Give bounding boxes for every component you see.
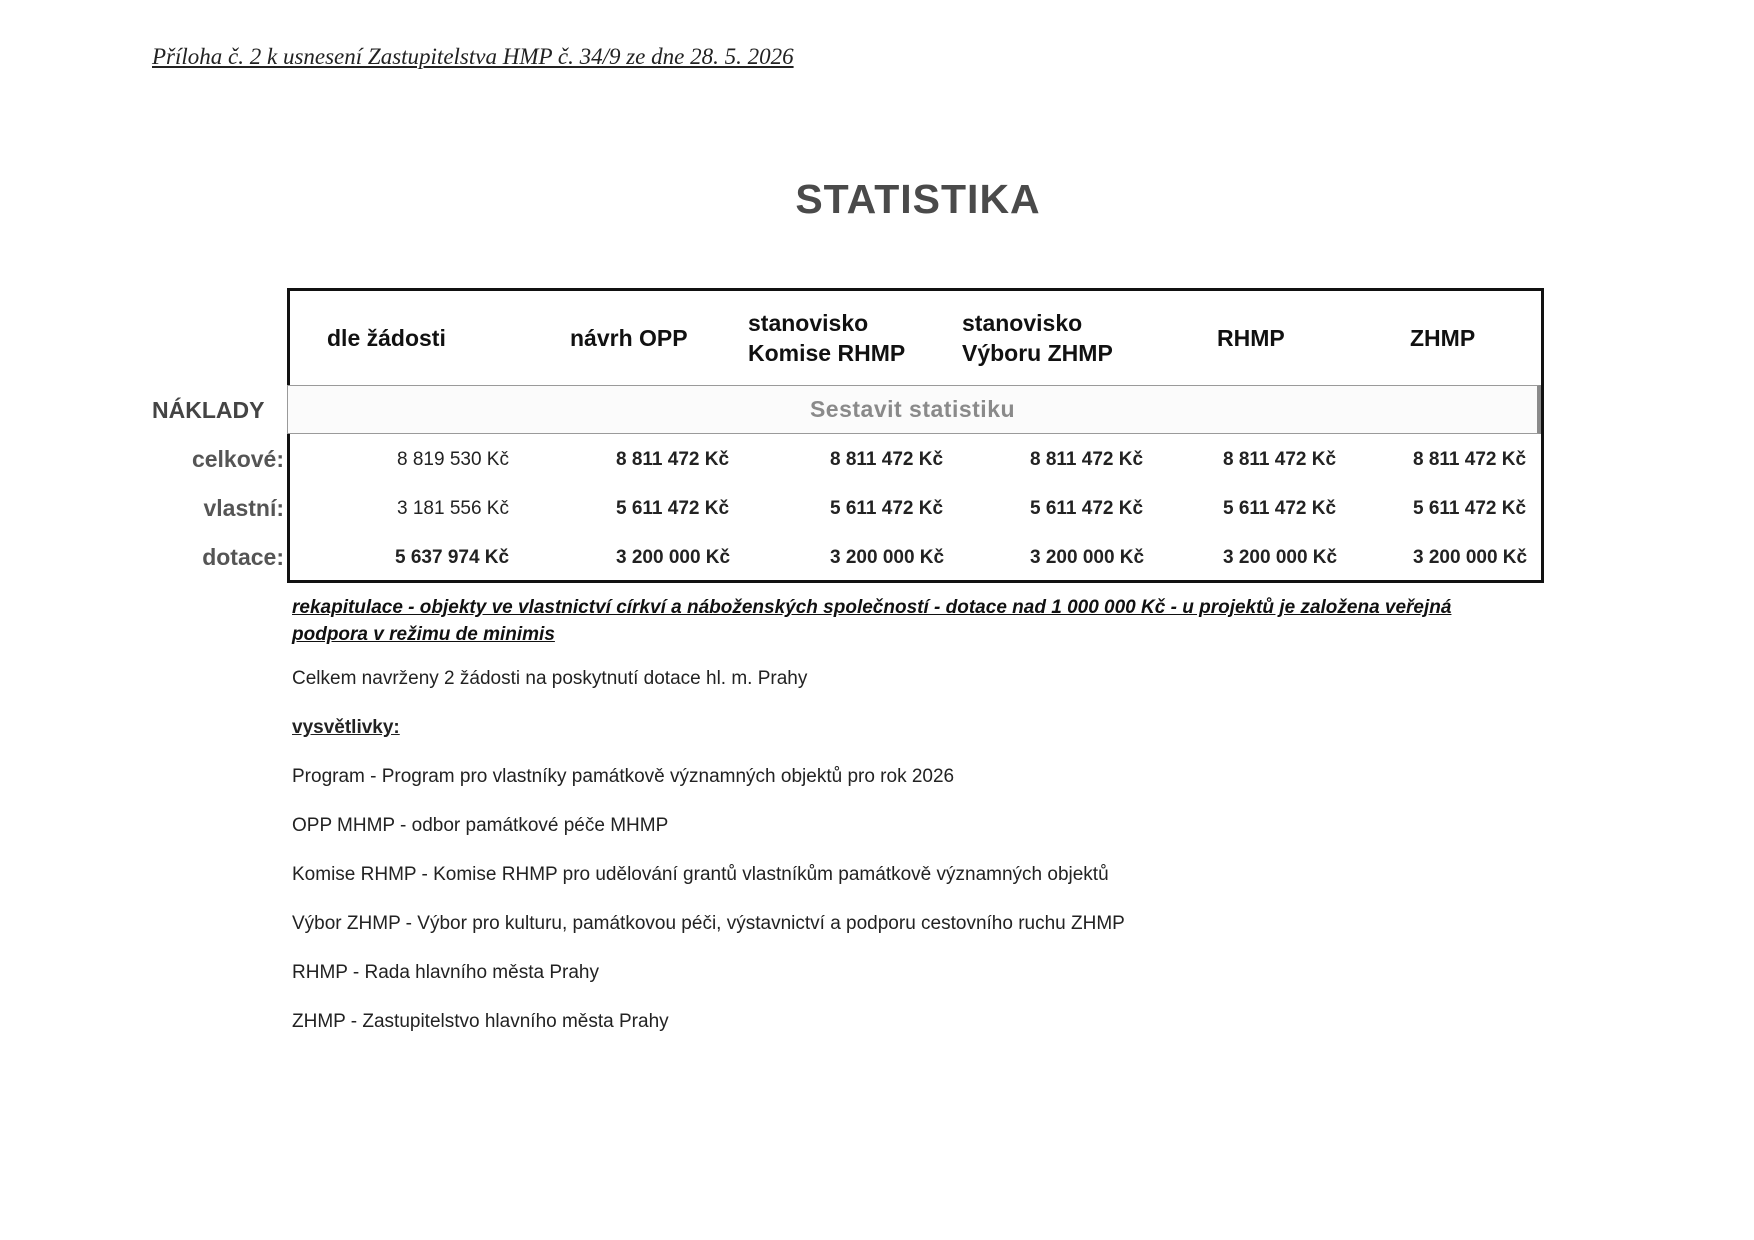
table-cell: 3 200 000 Kč xyxy=(1223,547,1338,568)
legend-item: ZHMP - Zastupitelstvo hlavního města Prahy xyxy=(292,1011,669,1032)
document-header-note: Příloha č. 2 k usnesení Zastupitelstva HMP č. 34/9 ze dne 28. 5. 2026 xyxy=(152,44,794,69)
legend-item: Komise RHMP - Komise RHMP pro udělování grantů vlastníkům památkově významných objektů xyxy=(292,864,1109,885)
table-cell: 3 181 556 Kč xyxy=(397,498,509,519)
summary-text: Celkem navrženy 2 žádosti na poskytnutí dotace hl. m. Prahy xyxy=(292,668,808,689)
table-cell: 5 611 472 Kč xyxy=(830,498,944,519)
table-cell: 8 811 472 Kč xyxy=(1030,449,1144,470)
column-header-dle-zadosti: dle žádosti xyxy=(327,325,446,351)
row-label-celkove: celkové: xyxy=(191,446,284,472)
table-cell: 3 200 000 Kč xyxy=(1413,547,1528,568)
legend-item: OPP MHMP - odbor památkové péče MHMP xyxy=(292,815,669,836)
legend-item: Výbor ZHMP - Výbor pro kulturu, památkovou péči, výstavnictví a podporu cestovního ruchu ZHMP xyxy=(292,913,1125,934)
naklady-label: NÁKLADY xyxy=(152,397,265,423)
table-cell: 8 811 472 Kč xyxy=(1413,449,1527,470)
legend-title: vysvětlivky: xyxy=(292,717,400,738)
recap-note: rekapitulace - objekty ve vlastnictví církví a náboženských společností - dotace nad 1 000 000 Kč - u projektů je založena veřejná podpora v režimu de minimis xyxy=(292,597,1452,645)
column-header-komise-rhmp: stanovisko Komise RHMP xyxy=(748,310,906,366)
table-cell: 8 811 472 Kč xyxy=(616,449,730,470)
column-header-rhmp: RHMP xyxy=(1217,325,1285,351)
column-header-vyboru-zhmp: stanovisko Výboru ZHMP xyxy=(962,310,1113,366)
table-cell: 3 200 000 Kč xyxy=(830,547,945,568)
row-label-dotace: dotace: xyxy=(202,544,284,570)
table-cell: 3 200 000 Kč xyxy=(616,547,731,568)
page-title: STATISTIKA xyxy=(795,176,1041,222)
table-cell: 8 811 472 Kč xyxy=(1223,449,1337,470)
table-cell: 5 611 472 Kč xyxy=(1030,498,1144,519)
table-cell: 5 611 472 Kč xyxy=(1413,498,1527,519)
column-header-zhmp: ZHMP xyxy=(1410,325,1476,351)
legend-item: Program - Program pro vlastníky památkově významných objektů pro rok 2026 xyxy=(292,766,955,787)
column-header-navrh-opp: návrh OPP xyxy=(570,325,688,351)
generate-statistics-button[interactable]: Sestavit statistiku xyxy=(287,385,1541,434)
table-cell: 5 637 974 Kč xyxy=(395,547,510,568)
table-cell: 5 611 472 Kč xyxy=(1223,498,1337,519)
table-cell: 8 819 530 Kč xyxy=(397,449,509,470)
statistics-table xyxy=(287,288,1544,583)
table-cell: 3 200 000 Kč xyxy=(1030,547,1145,568)
table-cell: 8 811 472 Kč xyxy=(830,449,944,470)
legend-item: RHMP - Rada hlavního města Prahy xyxy=(292,962,599,983)
table-cell: 5 611 472 Kč xyxy=(616,498,730,519)
row-label-vlastni: vlastní: xyxy=(203,495,284,521)
